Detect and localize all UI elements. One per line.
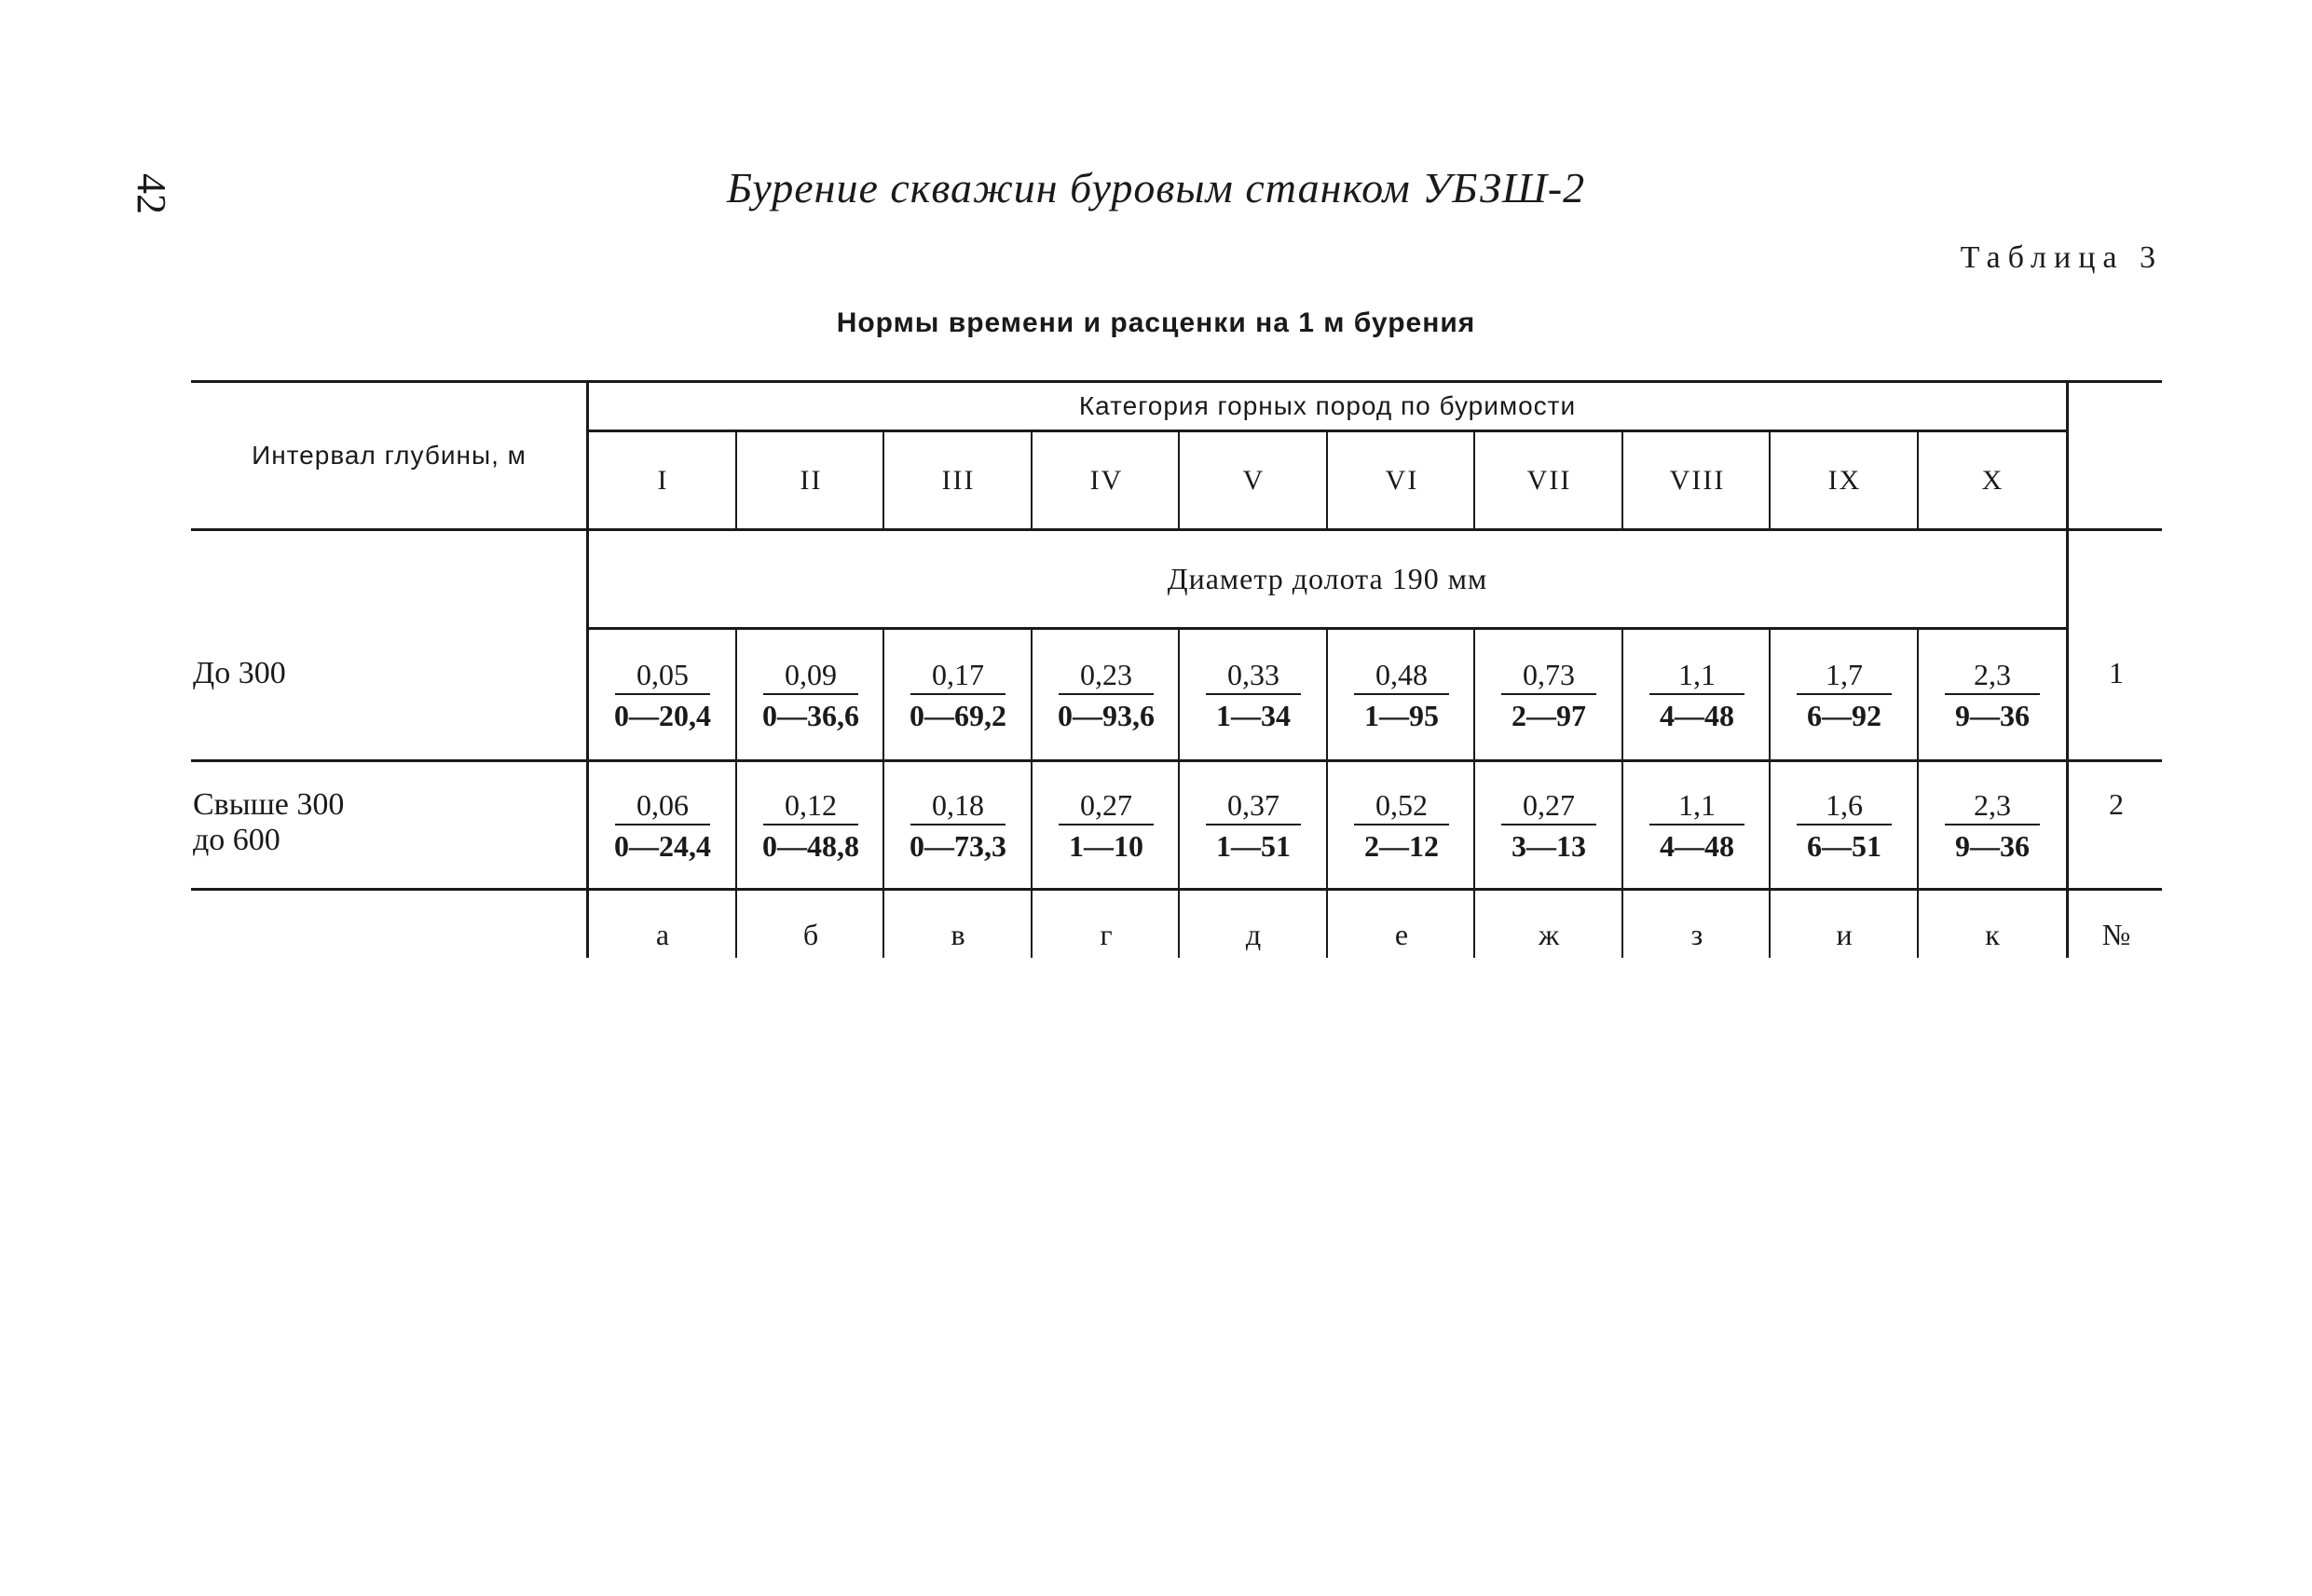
time-norm: 0,73	[1501, 656, 1596, 695]
time-norm: 1,6	[1797, 786, 1892, 825]
time-norm: 0,23	[1059, 656, 1154, 695]
interval-header: Интервал глубины, м	[252, 441, 527, 470]
rate: 0—20,4	[614, 699, 711, 732]
column-letter: к	[1985, 918, 2000, 951]
value-cell	[1623, 786, 1771, 866]
time-norm: 0,17	[910, 656, 1006, 695]
rate: 0—48,8	[762, 829, 859, 863]
category-4: IV	[1089, 464, 1124, 496]
value-cell	[1033, 656, 1180, 736]
row2-interval-line2: до 600	[193, 823, 280, 857]
number-column-label: №	[2101, 918, 2131, 951]
column-letter: д	[1245, 918, 1262, 951]
rate: 6—92	[1807, 699, 1881, 732]
time-norm: 0,52	[1354, 786, 1449, 825]
category-6: VI	[1385, 464, 1419, 496]
value-cell	[1475, 656, 1622, 736]
value-cell	[1771, 656, 1918, 736]
rate: 2—12	[1364, 829, 1439, 863]
time-norm: 0,18	[910, 786, 1006, 825]
column-letter: а	[655, 918, 670, 951]
column-letter: з	[1690, 918, 1703, 951]
column-letter: и	[1836, 918, 1853, 951]
category-1: I	[657, 464, 669, 496]
rate: 1—95	[1364, 699, 1439, 732]
rate: 1—51	[1216, 829, 1291, 863]
value-cell	[1328, 656, 1475, 736]
row2-interval	[193, 787, 344, 858]
value-cell	[884, 786, 1032, 866]
rate: 0—36,6	[762, 699, 859, 732]
row2-number: 2	[2109, 787, 2124, 821]
rate: 3—13	[1512, 829, 1586, 863]
category-7: VII	[1526, 464, 1572, 496]
table-title: Нормы времени и расценки на 1 м бурения	[836, 307, 1476, 338]
value-cell	[737, 786, 884, 866]
time-norm: 2,3	[1945, 656, 2040, 695]
column-letter: г	[1100, 918, 1113, 951]
row2-bottom-rule	[191, 888, 2162, 891]
value-cell	[1771, 786, 1918, 866]
time-norm: 1,1	[1649, 656, 1744, 695]
column-letter: ж	[1538, 918, 1560, 951]
rate: 9—36	[1955, 829, 2030, 863]
time-norm: 0,37	[1206, 786, 1301, 825]
time-norm: 0,06	[615, 786, 710, 825]
time-norm: 0,48	[1354, 656, 1449, 695]
rate: 0—73,3	[910, 829, 1006, 863]
section-bottom-rule	[587, 627, 2069, 630]
rate: 4—48	[1660, 699, 1734, 732]
rate: 9—36	[1955, 699, 2030, 732]
value-cell	[1180, 786, 1327, 866]
category-header: Категория горных пород по буримости	[1078, 391, 1577, 420]
column-letter: б	[802, 918, 819, 951]
category-2: II	[800, 464, 823, 496]
time-norm: 0,12	[763, 786, 858, 825]
category-9: IX	[1827, 464, 1862, 496]
page-number: 42	[129, 173, 174, 214]
value-cell	[589, 656, 736, 736]
table-label: Таблица 3	[1960, 240, 2163, 275]
row1-interval-line1: До 300	[193, 656, 286, 690]
time-norm: 0,05	[615, 656, 710, 695]
rate: 4—48	[1660, 829, 1734, 863]
rate: 0—24,4	[614, 829, 711, 863]
category-8: VIII	[1669, 464, 1726, 496]
time-norm: 0,27	[1501, 786, 1596, 825]
value-cell	[589, 786, 736, 866]
value-cell	[884, 656, 1032, 736]
column-letter: е	[1394, 918, 1409, 951]
time-norm: 2,3	[1945, 786, 2040, 825]
value-cell	[1919, 786, 2066, 866]
category-3: III	[941, 464, 976, 496]
row1-number: 1	[2109, 656, 2124, 689]
rate: 0—93,6	[1058, 699, 1155, 732]
time-norm: 1,7	[1797, 656, 1892, 695]
time-norm: 0,33	[1206, 656, 1301, 695]
column-letter: в	[951, 918, 965, 951]
row2-interval-line1: Свыше 300	[193, 787, 345, 822]
value-cell	[1033, 786, 1180, 866]
value-cell	[1180, 656, 1327, 736]
row1-bottom-rule	[191, 759, 2162, 762]
row1-interval	[193, 656, 286, 691]
time-norm: 0,09	[763, 656, 858, 695]
time-norm: 0,27	[1059, 786, 1154, 825]
time-norm: 1,1	[1649, 786, 1744, 825]
value-cell	[1623, 656, 1771, 736]
page-title: Бурение скважин буровым станком УБЗШ-2	[726, 164, 1586, 211]
category-10: X	[1981, 464, 2004, 496]
rate: 6—51	[1807, 829, 1881, 863]
rate: 2—97	[1512, 699, 1586, 732]
rate: 1—10	[1069, 829, 1143, 863]
value-cell	[1328, 786, 1475, 866]
section-label: Диаметр долота 190 мм	[1167, 562, 1488, 595]
value-cell	[737, 656, 884, 736]
value-cell	[1919, 656, 2066, 736]
rate: 1—34	[1216, 699, 1291, 732]
category-5: V	[1242, 464, 1265, 496]
value-cell	[1475, 786, 1622, 866]
rate: 0—69,2	[910, 699, 1006, 732]
